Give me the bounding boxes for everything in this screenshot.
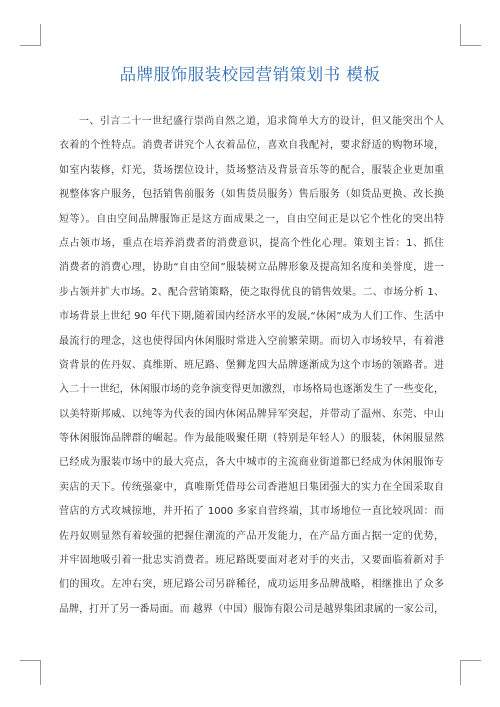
crop-mark-top-left: [20, 24, 41, 46]
paragraph-line: 市场背景上世纪 90 年代下期,随着国内经济水平的发展,“休闲”成为人们工作、生活中: [59, 311, 444, 323]
paragraph-line: 入二十一世纪，休闲服市场的竞争演变得更加激烈，市场格局也逐渐发生了一些变化，: [59, 384, 444, 396]
paragraph-line: 佐丹奴则显然有着较强的把握住潮流的产品开发能力，在产品方面占据一定的优势，: [59, 530, 444, 542]
paragraph-line: 消费者的消费心理，协助“自由空间”服装树立品牌形象及提高知名度和美誉度，进一: [59, 262, 444, 274]
paragraph-line: 卖店的天下。传统强豪中，真唯斯凭借母公司香港旭日集团强大的实力在全国采取自: [59, 481, 444, 493]
paragraph-line: 资背景的佐丹奴、真维斯、班尼路、堡狮龙四大品牌逐渐成为这个市场的领路者。进: [59, 359, 444, 371]
paragraph-line: 短等）。自由空间品牌服饰正是这方面成果之一，自由空间正是以它个性化的突出特: [59, 213, 444, 225]
paragraph-line: 以美特斯邦威、以纯等为代表的国内休闲品牌异军突起，并带动了温州、东莞、中山: [59, 408, 444, 420]
paragraph-line: 并牢固地吸引着一批忠实消费者。班尼路既要面对老对手的夹击，又要面临着新对手: [59, 555, 444, 567]
paragraph-line: 视整体客户服务，包括销售前服务（如售货员服务）售后服务（如货品更换、改长换: [59, 189, 444, 201]
paragraph-line: 衣着的个性特点。消费者讲究个人衣着品位，喜欢自我配衬，要求舒适的购物环境，: [59, 140, 444, 152]
paragraph-line: 们的围攻。左冲右突，班尼路公司另辟稀径，成功运用多品牌战略，相继推出了众多: [59, 579, 444, 591]
crop-mark-bottom-right: [460, 660, 481, 685]
paragraph-line: 一、引言二十一世纪盛行崇尚自然之道，追求简单大方的设计，但又能突出个人: [79, 116, 444, 127]
paragraph-line: 最流行的理念，这也使得国内休闲服时常进入空前繁荣期。而切入市场较早，有着港: [59, 335, 444, 347]
paragraph-line: 已经成为服装市场中的最大亮点，各大中城市的主流商业街道都已经成为休闲服饰专: [59, 457, 444, 469]
paragraph-line: 点占领市场，重点在培养消费者的消费意识，提高个性化心理。策划主旨：1、抓住: [59, 237, 444, 249]
paragraph-line: 等休闲服饰品牌群的崛起。作为最能吸聚任期（特别是年轻人）的服装，休闲服显然: [59, 433, 444, 445]
crop-mark-bottom-left: [20, 660, 41, 685]
document-title: 品牌服饰服装校园营销策划书 模板: [119, 65, 381, 84]
paragraph-line: 品牌，打开了另一番局面。而 越界（中国）服饰有限公司是越界集团隶属的一家公司，: [59, 603, 444, 615]
crop-mark-top-right: [460, 24, 481, 46]
paragraph-line: 如室内装修，灯光，货场摆位设计，货场整洁及背景音乐等的配合，服装企业更加重: [59, 164, 444, 176]
paragraph-line: 步占领并扩大市场。2、配合营销策略，使之取得优良的销售效果。二、市场分析 1、: [59, 286, 444, 298]
paragraph-line: 营店的方式攻城掠地，并开拓了 1000 多家自营终端，其市场地位一直比较巩固：而: [59, 506, 444, 518]
document-body: [59, 110, 444, 622]
